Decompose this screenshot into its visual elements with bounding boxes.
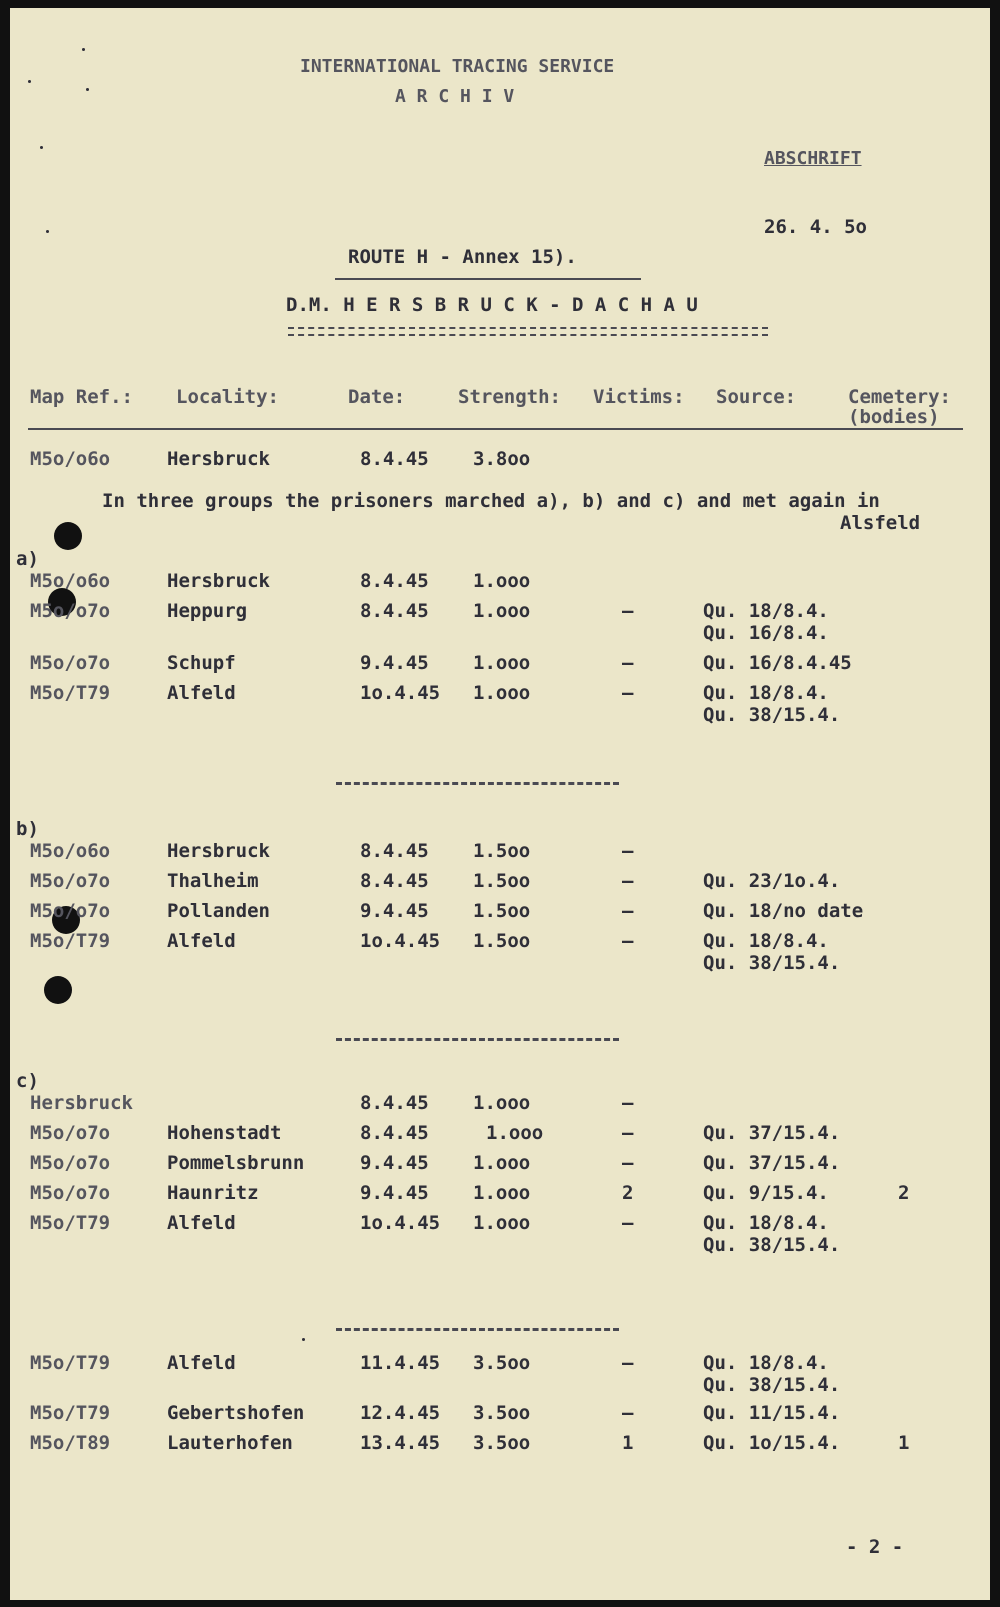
locality: Alfeld [167,1352,236,1374]
group-c-label: c) [16,1070,39,1092]
strength: 3.8oo [473,448,531,470]
date: 9.4.45 [360,900,429,922]
date: 11.4.45 [360,1352,441,1374]
locality: Heppurg [167,600,248,622]
source: Qu. 18/8.4. Qu. 38/15.4. [703,682,841,726]
date: 9.4.45 [360,1152,429,1174]
punch-hole [54,522,82,550]
table-row [10,1352,990,1396]
table-row [10,1152,990,1182]
route-note-end: Alsfeld [840,512,921,534]
map-ref: M5o/o7o [30,1152,111,1174]
route-title-underline [335,278,641,280]
speck [82,48,85,51]
speck [46,230,49,233]
col-date: Date: [348,386,406,408]
victims: — [622,1122,634,1144]
victims: — [622,600,634,622]
map-ref: M5o/T89 [30,1432,111,1454]
strength: 1.ooo [473,1182,531,1204]
source: Qu. 1o/15.4. [703,1432,841,1454]
date: 9.4.45 [360,1182,429,1204]
source: Qu. 18/no date [703,900,864,922]
victims: — [622,1352,634,1374]
group-b-label: b) [16,818,39,840]
map-ref: M5o/T79 [30,1212,111,1234]
strength: 1.ooo [473,1092,531,1114]
map-ref: M5o/T79 [30,1352,111,1374]
table-row [10,570,990,600]
section-separator [336,1328,619,1331]
speck [86,88,89,91]
victims: 2 [622,1182,634,1204]
victims: — [622,1092,634,1114]
table-row [10,1402,990,1432]
source: Qu. 37/15.4. [703,1122,841,1144]
map-ref: M5o/o7o [30,870,111,892]
table-row [10,840,990,870]
column-header-row [10,386,990,428]
date: 8.4.45 [360,840,429,862]
strength: 1.ooo [486,1122,544,1144]
abschrift-stamp: ABSCHRIFT [764,148,862,169]
date: 12.4.45 [360,1402,441,1424]
date: 8.4.45 [360,870,429,892]
source: Qu. 18/8.4. Qu. 38/15.4. [703,1352,841,1396]
col-strength: Strength: [458,386,561,408]
locality: Hersbruck [30,1092,133,1114]
locality: Hersbruck [167,840,270,862]
map-ref: M5o/T79 [30,1402,111,1424]
map-ref: M5o/o6o [30,840,111,862]
date: 8.4.45 [360,1122,429,1144]
locality: Schupf [167,652,236,674]
cemetery: 2 [898,1182,910,1204]
victims: — [622,652,634,674]
locality: Haunritz [167,1182,259,1204]
victims: — [622,1402,634,1424]
date: 1o.4.45 [360,930,441,952]
col-source: Source: [716,386,797,408]
date: 8.4.45 [360,448,429,470]
archive-title: A R C H I V [395,86,515,107]
victims: 1 [622,1432,634,1454]
victims: — [622,900,634,922]
victims: — [622,682,634,704]
section-separator [336,1038,619,1041]
date: 13.4.45 [360,1432,441,1454]
route-note: In three groups the prisoners marched a), b) and c) and met again in [102,490,880,512]
locality: Alfeld [167,682,236,704]
cemetery: 1 [898,1432,910,1454]
locality: Alfeld [167,1212,236,1234]
table-row [10,652,990,682]
date: 1o.4.45 [360,682,441,704]
strength: 1.ooo [473,570,531,592]
table-row [10,600,990,644]
punch-hole [44,976,72,1004]
locality: Thalheim [167,870,259,892]
strength: 3.5oo [473,1352,531,1374]
strength: 1.ooo [473,1152,531,1174]
table-row [10,1432,990,1462]
source: Qu. 11/15.4. [703,1402,841,1424]
strength: 1.5oo [473,900,531,922]
map-ref: M5o/o7o [30,1182,111,1204]
source: Qu. 37/15.4. [703,1152,841,1174]
strength: 3.5oo [473,1432,531,1454]
map-ref: M5o/o7o [30,1122,111,1144]
table-row [10,1122,990,1152]
header-rule [28,428,963,430]
col-map-ref: Map Ref.: [30,386,133,408]
table-row [10,448,990,478]
strength: 1.ooo [473,682,531,704]
map-ref: M5o/o6o [30,448,111,470]
map-ref: M5o/T79 [30,930,111,952]
locality: Pommelsbrunn [167,1152,305,1174]
march-title: D.M. H E R S B R U C K - D A C H A U [286,294,698,316]
map-ref: M5o/o7o [30,900,111,922]
strength: 1.ooo [473,1212,531,1234]
page-number: - 2 - [846,1536,904,1558]
col-locality: Locality: [176,386,279,408]
document-date: 26. 4. 5o [764,216,867,238]
map-ref: M5o/o7o [30,652,111,674]
col-cemetery: Cemetery: [848,386,951,408]
map-ref: M5o/T79 [30,682,111,704]
table-row [10,1092,990,1122]
map-ref: M5o/o7o [30,600,111,622]
table-row [10,900,990,930]
col-cemetery-sub: (bodies) [848,406,940,428]
victims: — [622,1152,634,1174]
date: 1o.4.45 [360,1212,441,1234]
locality: Hohenstadt [167,1122,282,1144]
strength: 1.ooo [473,652,531,674]
locality: Hersbruck [167,570,270,592]
table-row [10,682,990,726]
source: Qu. 9/15.4. [703,1182,829,1204]
date: 8.4.45 [360,600,429,622]
date: 9.4.45 [360,652,429,674]
col-victims: Victims: [593,386,685,408]
speck [28,80,31,83]
locality: Alfeld [167,930,236,952]
table-row [10,1182,990,1212]
strength: 1.5oo [473,840,531,862]
victims: — [622,1212,634,1234]
table-row [10,930,990,974]
source: Qu. 23/1o.4. [703,870,841,892]
group-a-label: a) [16,548,39,570]
section-separator [336,782,619,785]
table-row [10,870,990,900]
route-title: ROUTE H - Annex 15). [348,246,577,268]
march-title-underline [288,327,768,336]
strength: 1.5oo [473,930,531,952]
source: Qu. 16/8.4.45 [703,652,852,674]
strength: 1.5oo [473,870,531,892]
locality: Lauterhofen [167,1432,293,1454]
institution-title: INTERNATIONAL TRACING SERVICE [300,56,615,77]
locality: Pollanden [167,900,270,922]
strength: 3.5oo [473,1402,531,1424]
table-row [10,1212,990,1256]
victims: — [622,840,634,862]
date: 8.4.45 [360,570,429,592]
locality: Hersbruck [167,448,270,470]
document-page [10,8,990,1600]
date: 8.4.45 [360,1092,429,1114]
victims: — [622,930,634,952]
speck [302,1338,305,1341]
source: Qu. 18/8.4. Qu. 16/8.4. [703,600,829,644]
map-ref: M5o/o6o [30,570,111,592]
source: Qu. 18/8.4. Qu. 38/15.4. [703,930,841,974]
strength: 1.ooo [473,600,531,622]
victims: — [622,870,634,892]
locality: Gebertshofen [167,1402,305,1424]
source: Qu. 18/8.4. Qu. 38/15.4. [703,1212,841,1256]
speck [40,146,43,149]
